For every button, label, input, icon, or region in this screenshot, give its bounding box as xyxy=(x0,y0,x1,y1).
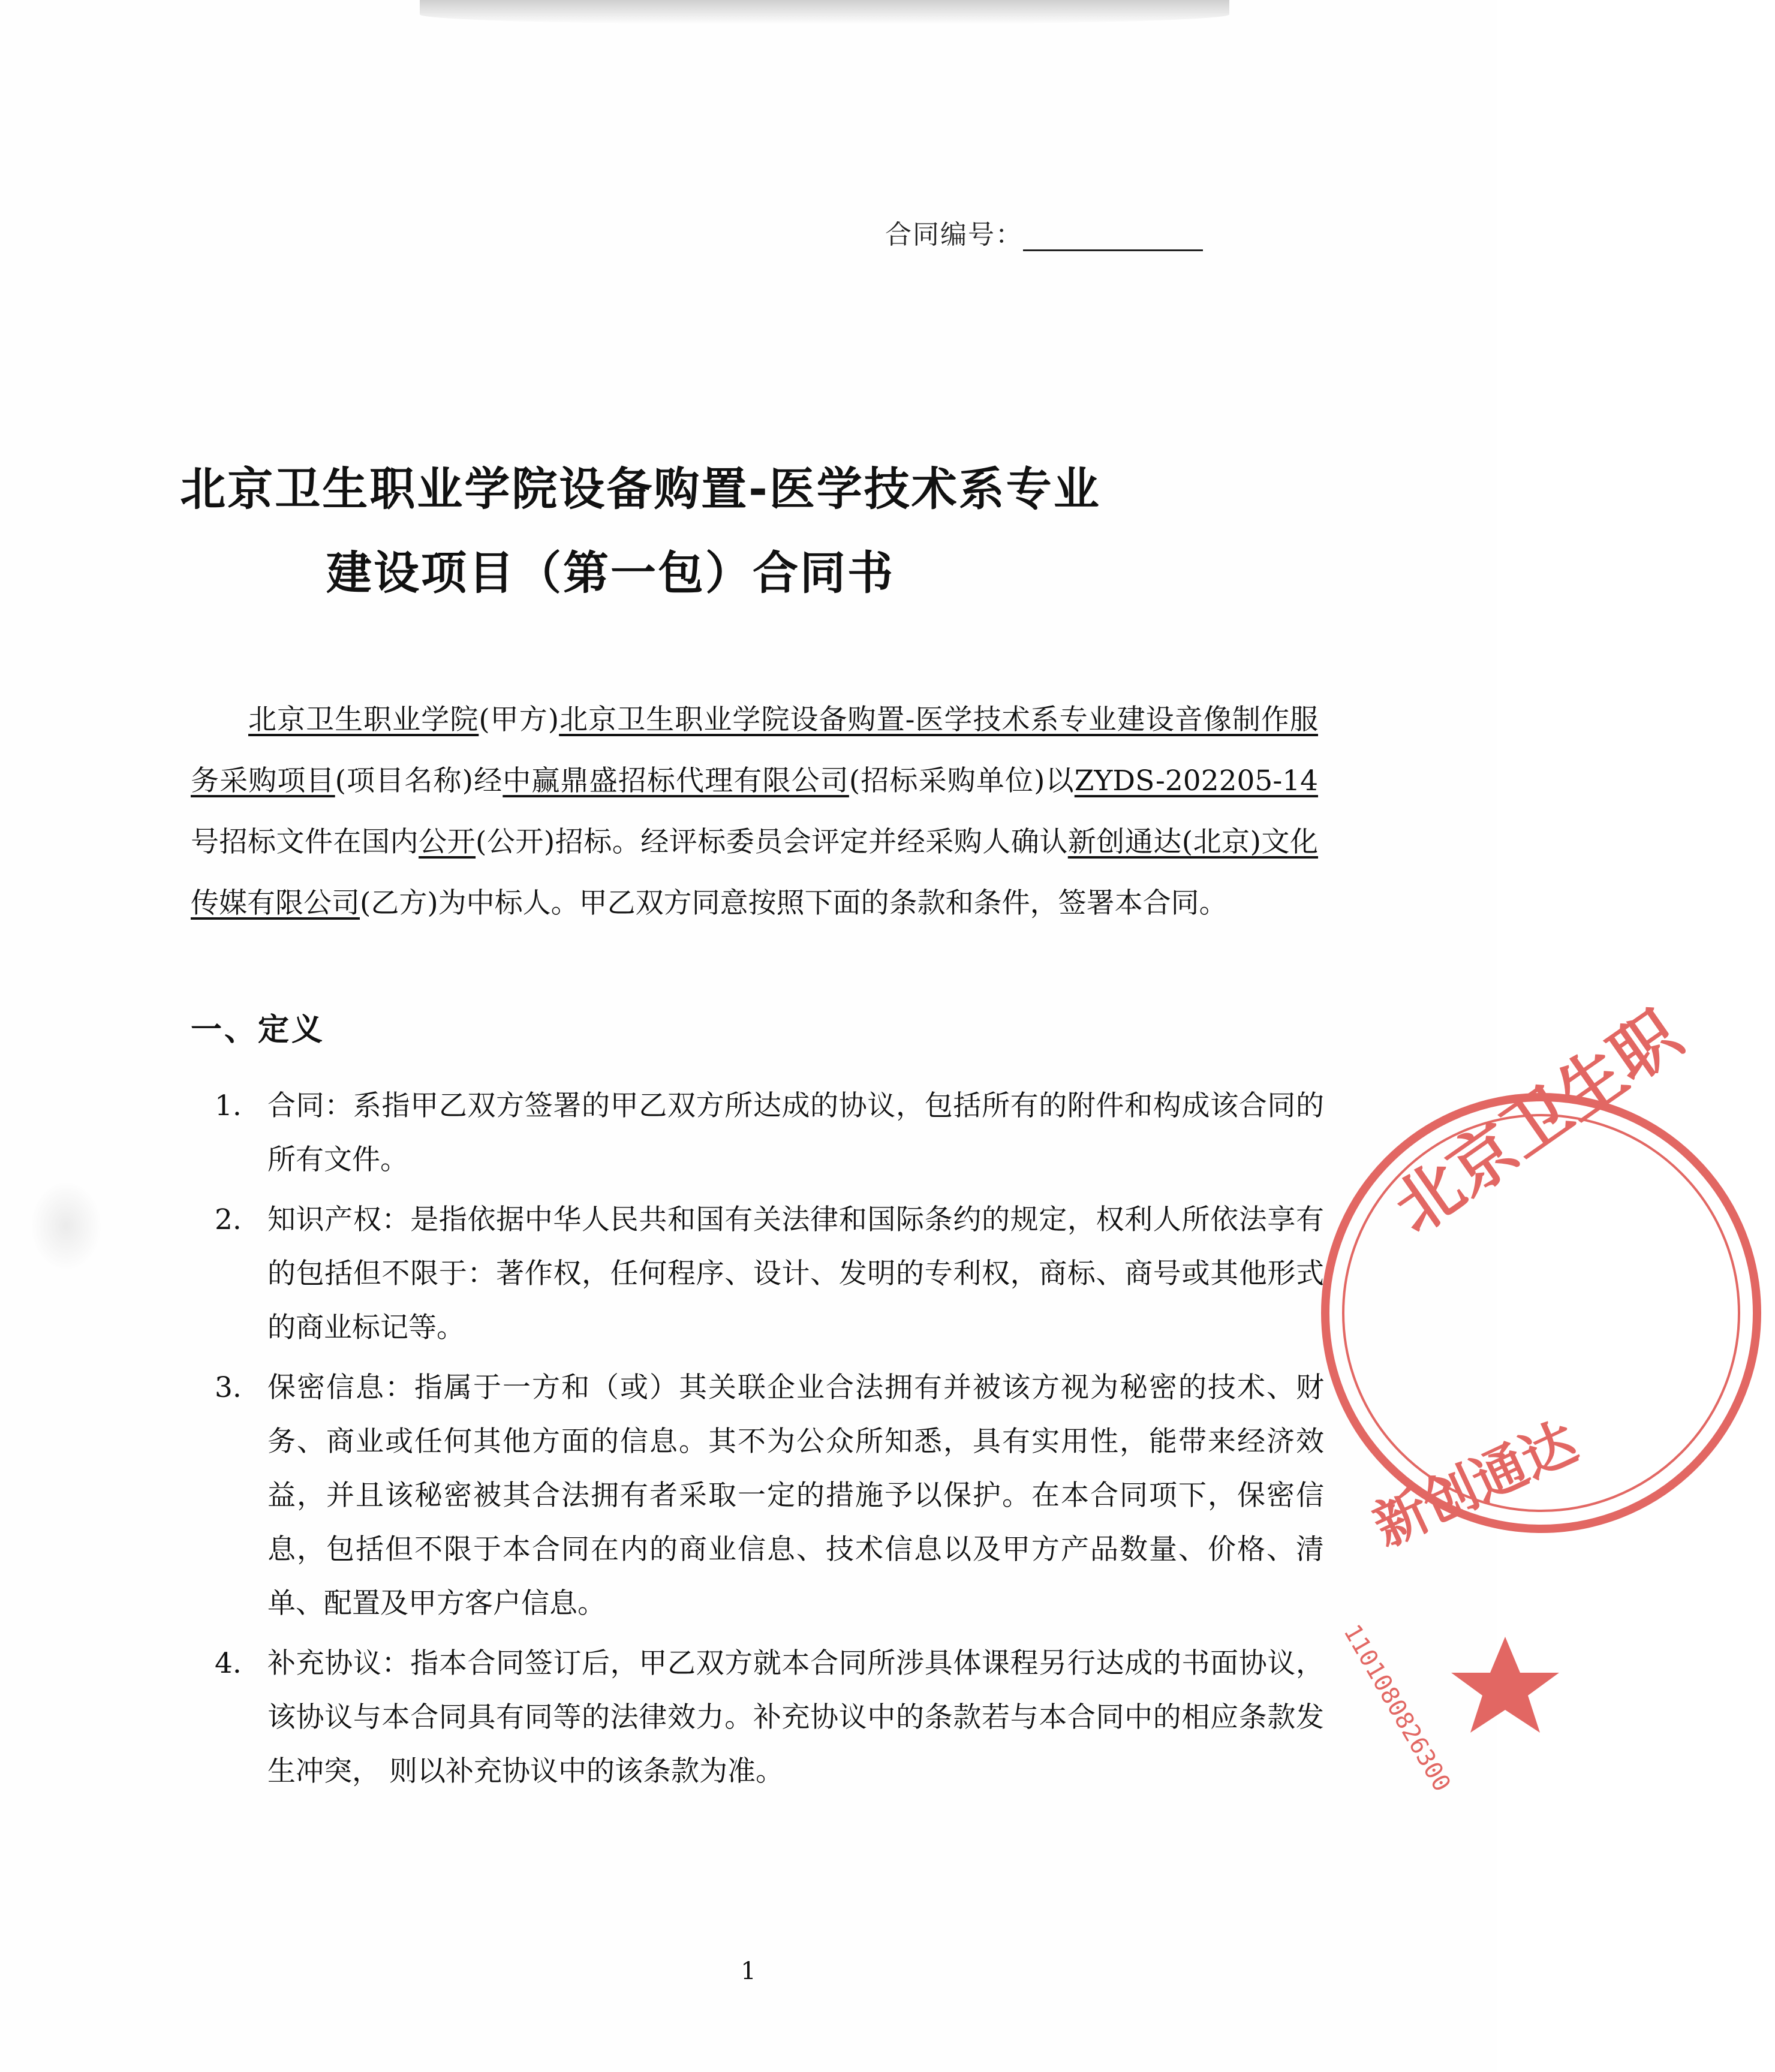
document-title-line-2: 建设项目（第一包）合同书 xyxy=(326,546,895,600)
agent-role: (招标采购单位)以 xyxy=(849,764,1075,797)
seal-text-1: 北京卫生职 xyxy=(1380,995,1695,1248)
item-text: 知识产权：是指依据中华人民共和国有关法律和国际条约的规定，权利人所依法享有的包括但不限于：著作权，任何程序、设计、发明的专利权，商标、商号或其他形式的商业标记等。 xyxy=(267,1203,1324,1344)
project-name: 北京卫生职业学院设备购置-医学技术系专业建设音像制作服务采购项目 xyxy=(191,703,1318,797)
item-number: 4. xyxy=(215,1647,242,1680)
item-number: 3. xyxy=(215,1371,242,1404)
project-role: (项目名称)经 xyxy=(335,764,503,797)
buyer-name: 北京卫生职业学院 xyxy=(248,703,479,736)
item-text: 补充协议：指本合同签订后，甲乙双方就本合同所涉具体课程另行达成的书面协议， 该协议与本合同具有同等的法律效力。补充协议中的条款若与本合同中的相应条款发生冲突， 则以补充协议中的该条款为准。 xyxy=(267,1647,1324,1788)
definition-item xyxy=(191,1079,1324,1187)
bid-number: ZYDS-202205-14 xyxy=(1074,764,1319,797)
seal-code: 1101080826300 xyxy=(1338,1620,1456,1797)
bid-text: 号招标文件在国内 xyxy=(191,826,419,859)
contract-number-label: 合同编号： xyxy=(885,219,1023,250)
item-number: 1. xyxy=(215,1089,242,1122)
item-number: 2. xyxy=(215,1203,242,1236)
winner-role: (乙方)为中标人。甲乙双方同意按照下面的条款和条件，签署本合同。 xyxy=(360,887,1228,920)
scan-shadow xyxy=(420,0,1229,24)
agent-name: 中赢鼎盛招标代理有限公司 xyxy=(503,764,849,797)
bid-type-role: (公开)招标。经评标委员会评定并经采购人确认 xyxy=(476,826,1068,859)
contract-number-blank xyxy=(1023,221,1203,251)
definition-item xyxy=(191,1361,1324,1631)
definition-item xyxy=(191,1637,1324,1799)
section-heading: 一、定义 xyxy=(191,1012,326,1048)
intro-paragraph xyxy=(191,689,1318,934)
winner-name: 新创通达(北京)文化传媒有限公司 xyxy=(191,826,1319,920)
buyer-role: (甲方) xyxy=(479,703,559,736)
item-text: 合同：系指甲乙双方签署的甲乙双方所达成的协议，包括所有的附件和构成该合同的所有文件。 xyxy=(267,1089,1324,1176)
seal-star-icon xyxy=(1451,1637,1559,1733)
scan-smudge xyxy=(30,1181,102,1271)
definition-item xyxy=(191,1193,1324,1355)
definitions-list xyxy=(191,1079,1324,1805)
document-title-line-1: 北京卫生职业学院设备购置-医学技术系专业 xyxy=(180,462,1101,516)
seal-text-2: 新创通达 xyxy=(1364,1410,1587,1559)
item-text: 保密信息：指属于一方和（或）其关联企业合法拥有并被该方视为秘密的技术、财务、商业或任何其他方面的信息。其不为公众所知悉，具有实用性，能带来经济效益，并且该秘密被其合法拥有者采取一定的措施予以保护。在本合同项下，保密信息，包括但不限于本合同在内的商业信息、技术信息以及甲方产品数量、价格、清单、配置及甲方客户信息。 xyxy=(267,1371,1324,1620)
bid-type: 公开 xyxy=(419,826,476,859)
contract-number-field xyxy=(885,213,1203,251)
company-seal xyxy=(1307,995,1775,1797)
page-number: 1 xyxy=(741,1957,756,1985)
